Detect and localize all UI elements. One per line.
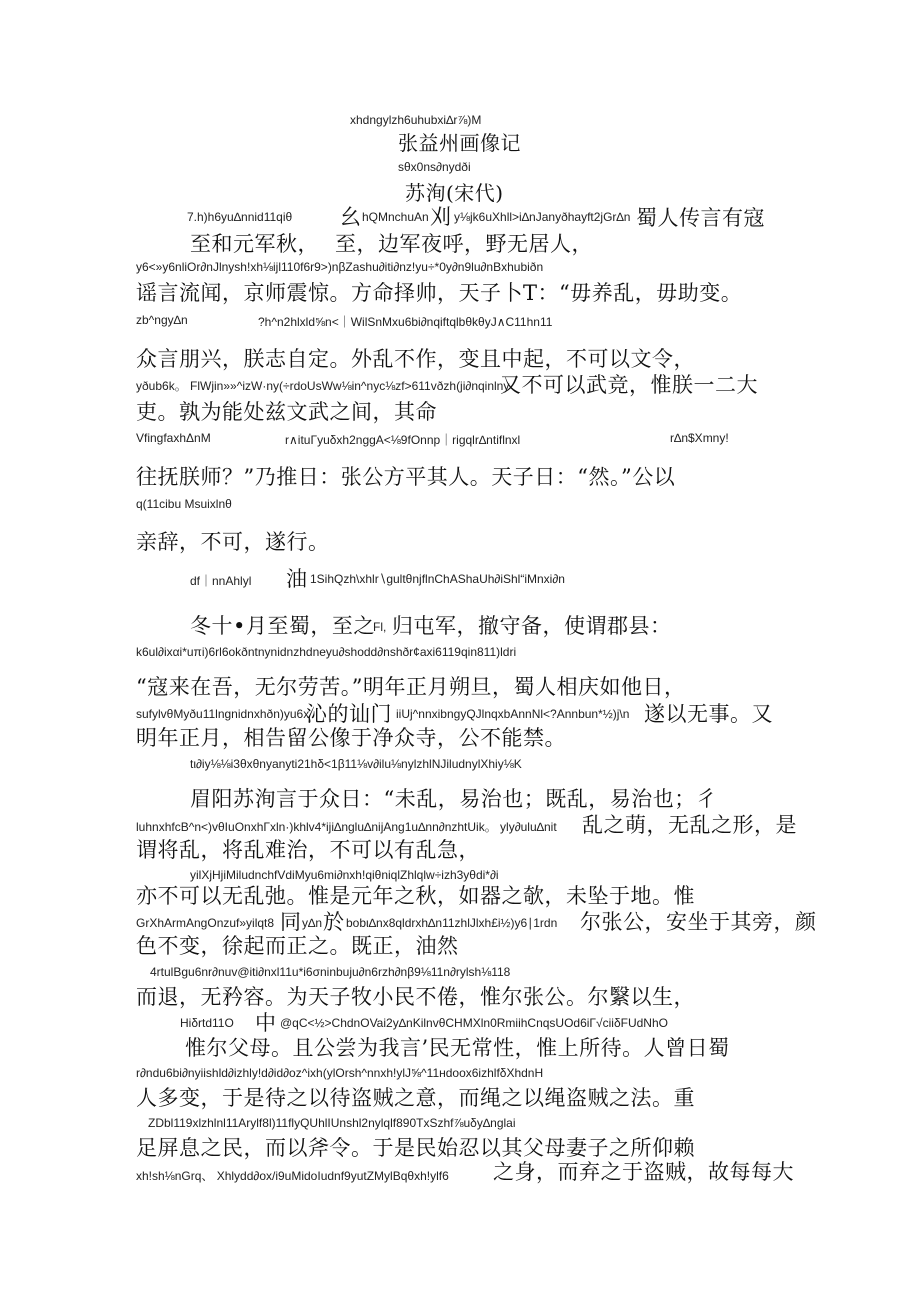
pinyin-line: Fl, [373,620,387,634]
pinyin-line: @qC<½>ChdnOVai2y∆nKilnvθCHMXln0RmiihCnqsUOd6iΓ√ciiδFUdNhO [280,1016,668,1030]
page-title: 张益州画像记 [398,131,521,155]
text-line: 亲辞，不可，遂行。 [136,530,330,554]
pinyin-line: k6ul∂ixαi*uπi)6rl6okðntnynidnzhdneyu∂shodd∂nshðr¢axi6119qin811)ldri [136,645,517,659]
pinyin-line: ?h^n2hlxld⅝n<｜WilSnMxu6bi∂nqiftqlbθkθyJ∧C11hn11 [258,315,553,329]
text-line: 明年正月，相告留公像于净众寺，公不能禁。 [136,726,566,750]
text-line: 尔张公，安坐于其旁，颜 [580,910,817,934]
pinyin-line: tι∂iy⅛⅛i3θxθnyanyti21hδ<1β11⅛v∂ilu⅛nylzhlNJiludnylXhiy⅛K [190,757,522,771]
pinyin-line: bobι∆nx8qldrxh∆n11zhlJlxh£i½)y6∣1rdn [346,916,558,930]
text-line: 亦不可以无乱弛。惟是元年之秋，如器之欹，未坠于地。惟 [136,884,695,908]
text-line: 至，边军夜呼，野无居人， [335,232,593,256]
text-line: 至和元军秋， [190,232,319,256]
text-line: 谓将乱，将乱难治，不可以有乱急， [136,838,480,862]
text-line: 沁的讪门 [306,702,392,726]
text-line: 人多变，于是待之以待盗贼之意，而绳之以绳盗贼之法。重 [136,1086,695,1110]
text-line: 而退，无矜容。为天子牧小民不倦，惟尔张公。尔繄以生， [136,985,695,1009]
author-pinyin: sθx0ns∂nydði [398,160,471,174]
pinyin-line: Hiδrtd11O [180,1016,234,1030]
author-name: 苏洵(宋代) [405,181,504,205]
text-line: 於 [323,910,345,934]
pinyin-line: xh!sh⅛nGrq、 Xhlydd∂ox/i9uMidoIudnf9yutZMylBqθxh!ylf6 [136,1169,449,1183]
pinyin-line: iiUj^nnxibngyQJlnqxbAnnNl<?Annbun*½)j\n [396,707,630,721]
text-line: 又不可以武竞，惟朕一二大 [500,373,758,397]
text-line: 遂以无事。又 [644,702,773,726]
text-line: 冬十•月至蜀，至之 [190,614,375,638]
text-line: “寇来在吾，无尔劳苦。”明年正月朔旦，蜀人相庆如他日， [136,675,686,699]
text-line: 谣言流闻，京师震惊。方命择帅，天子卜T：“毋养乱，毋助变。 [136,281,743,305]
pinyin-line: zb^ngy∆n [136,313,188,327]
pinyin-line: r∧ituΓyuδxh2nggA<⅛9fOnnp｜rigqlr∆ntiflnxl [285,433,521,447]
text-line: 蜀人传言有寇 [636,206,765,230]
title-pinyin: xhdngylzh6uhubxi∆r⅞)M [350,113,482,127]
pinyin-line: ZDbl119xlzhlnl11Arylf8l)11flyQUhlIUnshl2nylqlf890TxSzhf⅞uδy∆nglai [148,1116,516,1130]
pinyin-line: y6<»y6nliOr∂nJlnysh!xh⅛ijl110f6r9>)nβZashu∂iti∂nz!yu÷*0y∂n9lu∂nBxhubiðn [136,260,544,274]
text-line: 足屏息之民，而以斧令。于是民始忍以其父母妻子之所仰赖 [136,1136,695,1160]
text-line: 往抚朕师？”乃推日：张公方平其人。天子日：“然。”公以 [136,465,676,489]
text-line: 幺 [340,205,362,229]
pinyin-line: 7.h)h6yu∆nnid11qiθ [187,210,293,224]
text-line: 乱之萌，无乱之形，是 [582,813,797,837]
pinyin-line: luhnxhfcB^n<)vθIuOnxhΓxln·)khlv4*iji∆nglu∆nijAng1u∆nn∂nzhtUik。 yly∂ulu∆nit [136,820,557,834]
text-line: 归屯军，撤守备，使谓郡县： [392,614,672,638]
text-line: 惟尔父母。且公尝为我言’民无常性，惟上所待。人曾日蜀 [185,1036,730,1060]
text-line: 众言朋兴，朕志自定。外乱不作，变且中起，不可以文令， [136,347,695,371]
pinyin-line: 4rtulBgu6nr∂nuv@iti∂nxl11u*i6σninbuju∂n6rzh∂nβ9⅛11n∂rylsh⅛118 [150,965,511,979]
pinyin-line: GrXhArmAngOnzuf»yilqt8 [136,916,275,930]
pinyin-line: r∂ndu6bi∂nyiishld∂izhly!d∂id∂oz^ixh(ylOrsh^nnxh!ylJ⅝^11ʜdoox6izhlfδXhdnH [136,1066,544,1080]
text-line: 同 [280,910,302,934]
text-line: 眉阳苏洵言于众日：“未乱，易治也；既乱，易治也；彳 [190,787,718,811]
pinyin-line: r∆n$Xmny! [670,431,729,445]
text-line: 吏。孰为能处兹文武之间，其命 [136,400,437,424]
pinyin-line: q(11cibu Msuixlnθ [136,497,232,511]
pinyin-line: y⅛jk6uXhll>i∆nJanyðhayft2jGr∆n [454,210,631,224]
pinyin-line: sufylvθMyðu11lngnidnxhðn)yu6x [136,707,310,721]
pinyin-line: y∆n [302,916,323,930]
text-line: 之身，而弃之于盗贼，故每每大 [493,1160,794,1184]
pinyin-line: df｜nnAhlyl [190,574,252,588]
text-line: 中 [255,1011,277,1035]
text-line: 色不变，徐起而正之。既正，油然 [136,934,459,958]
pinyin-line: hQMnchuAn [362,210,429,224]
text-line: 刈 [430,205,452,229]
pinyin-line: 1SihQzh\xhlr∖gultθnjflnChAShaUh∂iShl“iMnxi∂n [310,572,565,586]
text-line: 油 [286,567,308,591]
pinyin-line: yilXjHjiMiludnchfVdiMyu6mi∂nxh!qiθniqlZhlqlw÷izh3yθdi*∂i [190,868,499,882]
pinyin-line: yðub6k。 FlWjin»»^izW·ny(÷rdoUsWw⅛in^nyc⅛zf>611vðzh(ji∂nqinlny [136,379,510,393]
pinyin-line: VfingfaxhΔnM [136,431,211,445]
